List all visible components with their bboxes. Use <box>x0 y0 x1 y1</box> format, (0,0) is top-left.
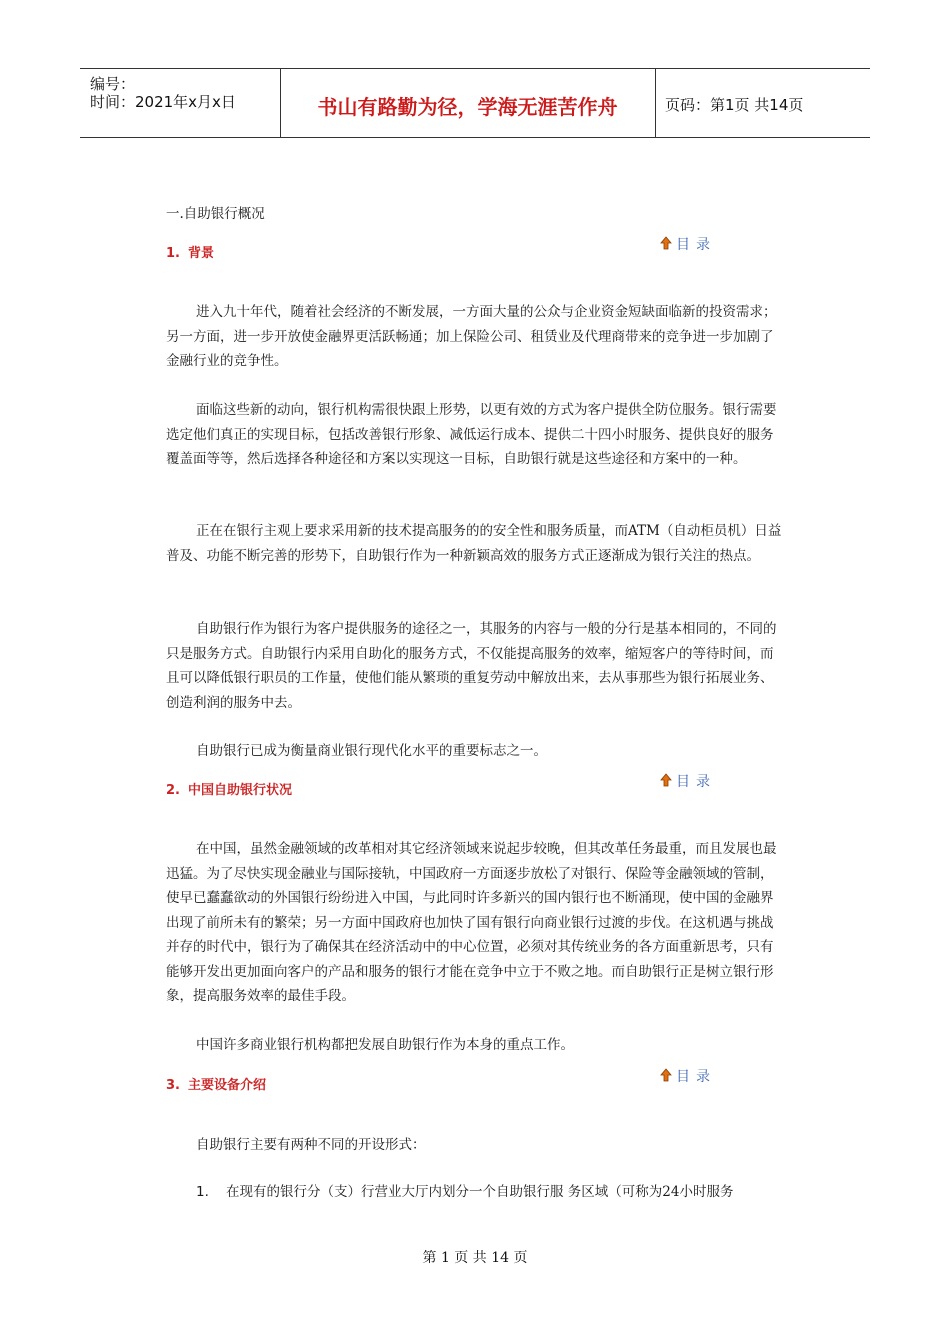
section-title-background <box>166 242 214 261</box>
up-arrow-icon <box>660 773 672 791</box>
paragraph: 中国许多商业银行机构都把发展自助银行作为本身的重点工作。 <box>196 1037 574 1053</box>
toc-label: 目录 <box>676 1069 716 1085</box>
section-number: 3. <box>166 1078 180 1093</box>
paragraph: 自助银行作为银行为客户提供服务的途径之一，其服务的内容与一般的分行是基本相同的，不同的只是服务方式。自助银行内采用自助化的服务方式，不仅能提高服务的效率，缩短客户的等待时间，而且可以降低银行职员的工作量，使他们能从繁琐的重复劳动中解放出来，去从事那些为银行拓展业务、创造利润的服务中去。 <box>166 621 777 711</box>
section-title-text: 中国自助银行状况 <box>188 783 293 798</box>
toc-label: 目录 <box>676 237 716 253</box>
header-time: 时间：2021年x月x日 <box>90 93 236 111</box>
section-title-text: 主要设备介绍 <box>188 1078 267 1093</box>
toc-label: 目录 <box>676 774 716 790</box>
header-divider <box>655 69 656 137</box>
paragraph: 正在在银行主观上要求采用新的技术提高服务的的安全性和服务质量，而ATM（自动柜员机）日益普及、功能不断完善的形势下，自助银行作为一种新颖高效的服务方式正逐渐成为银行关注的热点。 <box>166 523 782 564</box>
section-number: 2. <box>166 783 180 798</box>
up-arrow-icon <box>660 236 672 254</box>
header-motto: 书山有路勤为径，学海无涯苦作舟 <box>317 95 618 119</box>
page-footer: 第 1 页 共 14 页 <box>422 1250 528 1266</box>
section-title-china-status <box>166 779 292 798</box>
section-title-text: 背景 <box>188 246 215 261</box>
up-arrow-icon <box>660 1068 672 1086</box>
header-number: 编号： <box>90 75 136 93</box>
toc-link[interactable] <box>660 234 716 254</box>
list-item <box>196 1180 796 1205</box>
header-meta <box>80 69 280 137</box>
header-page-number: 页码：第1页 共14页 <box>665 96 804 114</box>
section-title-equipment <box>166 1074 266 1093</box>
toc-link[interactable] <box>660 771 716 791</box>
document-header <box>80 68 870 138</box>
paragraph: 面临这些新的动向，银行机构需很快跟上形势，以更有效的方式为客户提供全防位服务。银行需要选定他们真正的实现目标，包括改善银行形象、减低运行成本、提供二十四小时服务、提供良好的服务覆盖面等等，然后选择各种途径和方案以实现这一目标，自助银行就是这些途径和方案中的一种。 <box>166 402 777 467</box>
paragraph: 在中国，虽然金融领域的改革相对其它经济领域来说起步较晚，但其改革任务最重，而且发展也最迅猛。为了尽快实现金融业与国际接轨，中国政府一方面逐步放松了对银行、保险等金融领域的管制，使早已蠢蠢欲动的外国银行纷纷进入中国，与此同时许多新兴的国内银行也不断涌现，使中国的金融界出现了前所未有的繁荣；另一方面中国政府也加快了国有银行向商业银行过渡的步伐。在这机遇与挑战并存的时代中，银行为了确保其在经济活动中的中心位置，必须对其传统业务的各方面重新思考，只有能够开发出更加面向客户的产品和服务的银行才能在竞争中立于不败之地。而自助银行正是树立银行形象，提高服务效率的最佳手段。 <box>166 841 777 1004</box>
paragraph: 自助银行主要有两种不同的开设形式： <box>196 1137 426 1153</box>
paragraph: 进入九十年代，随着社会经济的不断发展，一方面大量的公众与企业资金短缺面临新的投资需求；另一方面，进一步开放使金融界更活跃畅通；加上保险公司、租赁业及代理商带来的竞争进一步加剧了金融行业的竞争性。 <box>166 304 777 369</box>
list-item-number: 1. <box>196 1184 209 1200</box>
list-item-text: 在现有的银行分（支）行营业大厅内划分一个自助银行服 务区域（可称为24小时服务 <box>226 1184 734 1200</box>
section-number: 1. <box>166 246 180 261</box>
toc-link[interactable] <box>660 1066 716 1086</box>
paragraph: 自助银行已成为衡量商业银行现代化水平的重要标志之一。 <box>196 743 547 759</box>
chapter-heading: 一.自助银行概况 <box>166 206 265 222</box>
